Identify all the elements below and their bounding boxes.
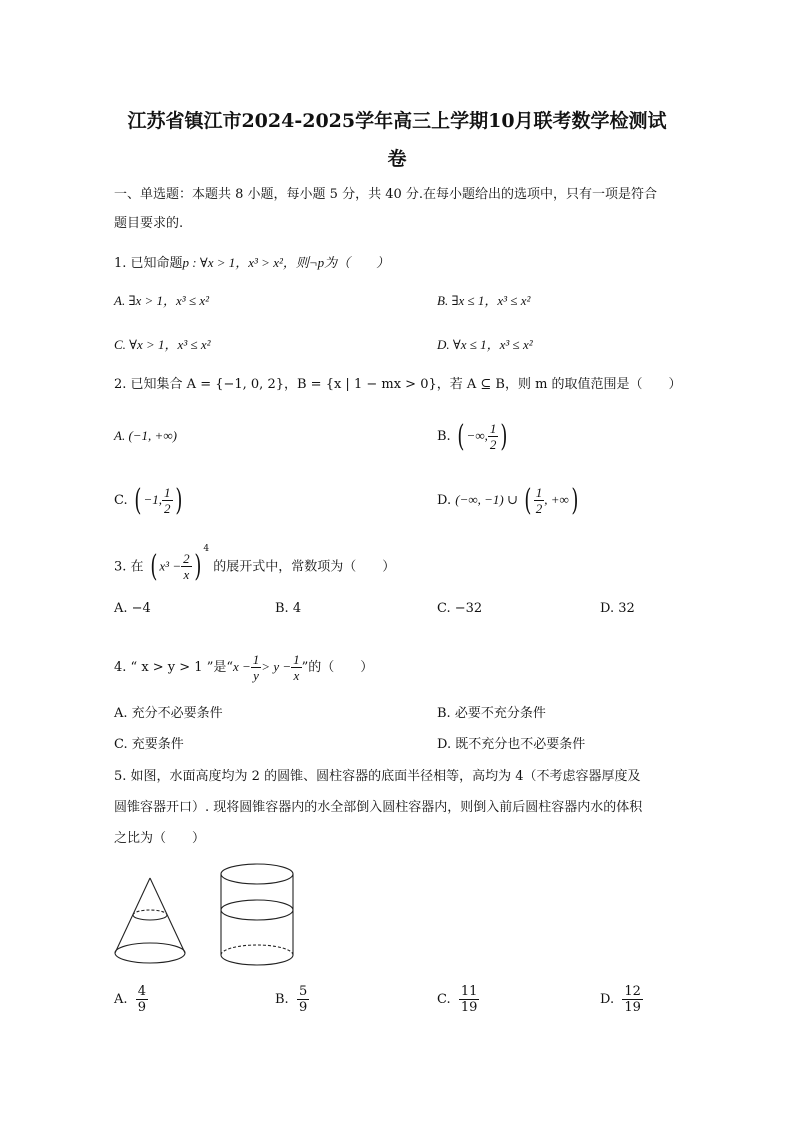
document-title-line1: 江苏省镇江市2024-2025学年高三上学期10月联考数学检测试 bbox=[127, 110, 667, 132]
q5-option-a: A. $\frac{4}{9}$ bbox=[114, 984, 147, 1015]
q4-term1: x − bbox=[233, 659, 251, 674]
q5-c-fraction: $\frac{11}{19}$ bbox=[460, 984, 478, 1015]
q2-option-a: A. (−1, +∞) bbox=[114, 428, 177, 443]
question-5-stem-line3: 之比为（ ） bbox=[114, 831, 206, 846]
q4-option-c: C. 充要条件 bbox=[114, 737, 184, 752]
question-5-stem-line2: 圆锥容器开口）. 现将圆锥容器内的水全部倒入圆柱容器内，则倒入前后圆柱容器内水的体积 bbox=[114, 800, 643, 815]
question-4-stem bbox=[114, 648, 373, 687]
q1-option-d: D. ∀x ≤ 1，x³ ≤ x² bbox=[437, 337, 533, 352]
q5-option-c: C. $\frac{11}{19}$ bbox=[437, 984, 478, 1015]
q3-term: x³ − bbox=[159, 558, 182, 574]
q5-option-b: B. $\frac{5}{9}$ bbox=[275, 984, 308, 1015]
q2-option-d-math1: (−∞, −1) ∪ bbox=[455, 492, 518, 507]
half-fraction: $\frac{1}{2}$ bbox=[535, 485, 543, 516]
cylinder-diagram bbox=[221, 864, 293, 965]
q1-option-c: C. ∀x > 1，x³ ≤ x² bbox=[114, 337, 211, 352]
q3-exponent: 4 bbox=[203, 544, 210, 554]
question-5-stem-line1: 5. 如图，水面高度均为 2 的圆锥、圆柱容器的底面半径相等，高均为 4（不考虑容器厚度及 bbox=[114, 769, 641, 784]
q3-fraction: $\frac{2}{x}$ bbox=[183, 551, 190, 583]
q1-option-a: A. ∃x > 1，x³ ≤ x² bbox=[114, 293, 210, 308]
section-heading-line1: 一、单选题：本题共 8 小题，每小题 5 分，共 40 分.在每小题给出的选项中，只有一项是符合 bbox=[114, 187, 658, 202]
question-3-stem: 3. 在 ( x³ − $\frac{2}{x}$ ) $^4$ 的展开式中，常数项为（ ） bbox=[114, 544, 396, 584]
section-heading-line2: 题目要求的. bbox=[114, 216, 184, 231]
q4-fraction-2: $\frac{1}{x}$ bbox=[293, 652, 300, 683]
q2-option-b-math: −∞, bbox=[466, 428, 488, 443]
q1-stem-math: p : ∀x > 1，x³ > x²，则¬p为（ ） bbox=[182, 255, 390, 270]
q2-option-c: C. ( −1, $\frac{1}{2}$ ) bbox=[114, 482, 182, 518]
q3-option-a: A. −4 bbox=[114, 601, 151, 616]
q2-option-d: D. (−∞, −1) ∪ ( $\frac{1}{2}$ , +∞) bbox=[437, 482, 579, 518]
q4-option-a: A. 充分不必要条件 bbox=[114, 706, 223, 721]
q2-option-d-math2: , +∞ bbox=[544, 492, 569, 507]
q2-option-b-label: B. bbox=[437, 429, 451, 444]
q5-b-fraction: $\frac{5}{9}$ bbox=[298, 984, 308, 1015]
question-2-stem: 2. 已知集合 A = {−1, 0, 2}，B = {x | 1 − mx > 0}，若 A ⊆ B，则 m 的取值范围是（ ） bbox=[114, 377, 682, 392]
half-fraction: $\frac{1}{2}$ bbox=[164, 485, 171, 516]
q3-stem-prefix: 3. 在 bbox=[114, 559, 144, 575]
q2-option-c-math: −1, bbox=[143, 492, 163, 507]
half-fraction: $\frac{1}{2}$ bbox=[489, 421, 497, 452]
cone-cylinder-figure bbox=[100, 860, 320, 975]
cone-diagram bbox=[115, 878, 185, 963]
q5-d-fraction: $\frac{12}{19}$ bbox=[624, 984, 641, 1015]
q3-option-b: B. 4 bbox=[275, 601, 302, 616]
q5-option-d: D. $\frac{12}{19}$ bbox=[600, 984, 641, 1015]
q5-a-fraction: $\frac{4}{9}$ bbox=[137, 984, 147, 1015]
q3-option-d: D. 32 bbox=[600, 601, 635, 616]
q1-option-b: B. ∃x ≤ 1，x³ ≤ x² bbox=[437, 293, 531, 308]
q4-option-d: D. 既不充分也不必要条件 bbox=[437, 737, 586, 752]
q1-stem-prefix: 1. 已知命题 bbox=[114, 256, 183, 271]
question-1-stem bbox=[114, 255, 389, 272]
q4-option-b: B. 必要不充分条件 bbox=[437, 706, 546, 721]
q2-option-c-label: C. bbox=[114, 493, 128, 508]
q4-term2: > y − bbox=[261, 659, 292, 674]
q4-stem-suffix: ”的（ ） bbox=[301, 660, 374, 675]
q3-stem-suffix: 的展开式中，常数项为（ ） bbox=[213, 559, 396, 575]
q4-stem-prefix: 4. “ x > y > 1 ”是“ bbox=[114, 660, 233, 675]
q3-option-c: C. −32 bbox=[437, 601, 483, 616]
q2-option-d-label: D. bbox=[437, 493, 452, 508]
q2-option-b: B. ( −∞, $\frac{1}{2}$ ) bbox=[437, 418, 508, 454]
document-title-line2: 卷 bbox=[387, 148, 407, 170]
q4-fraction-1: $\frac{1}{y}$ bbox=[252, 652, 260, 683]
